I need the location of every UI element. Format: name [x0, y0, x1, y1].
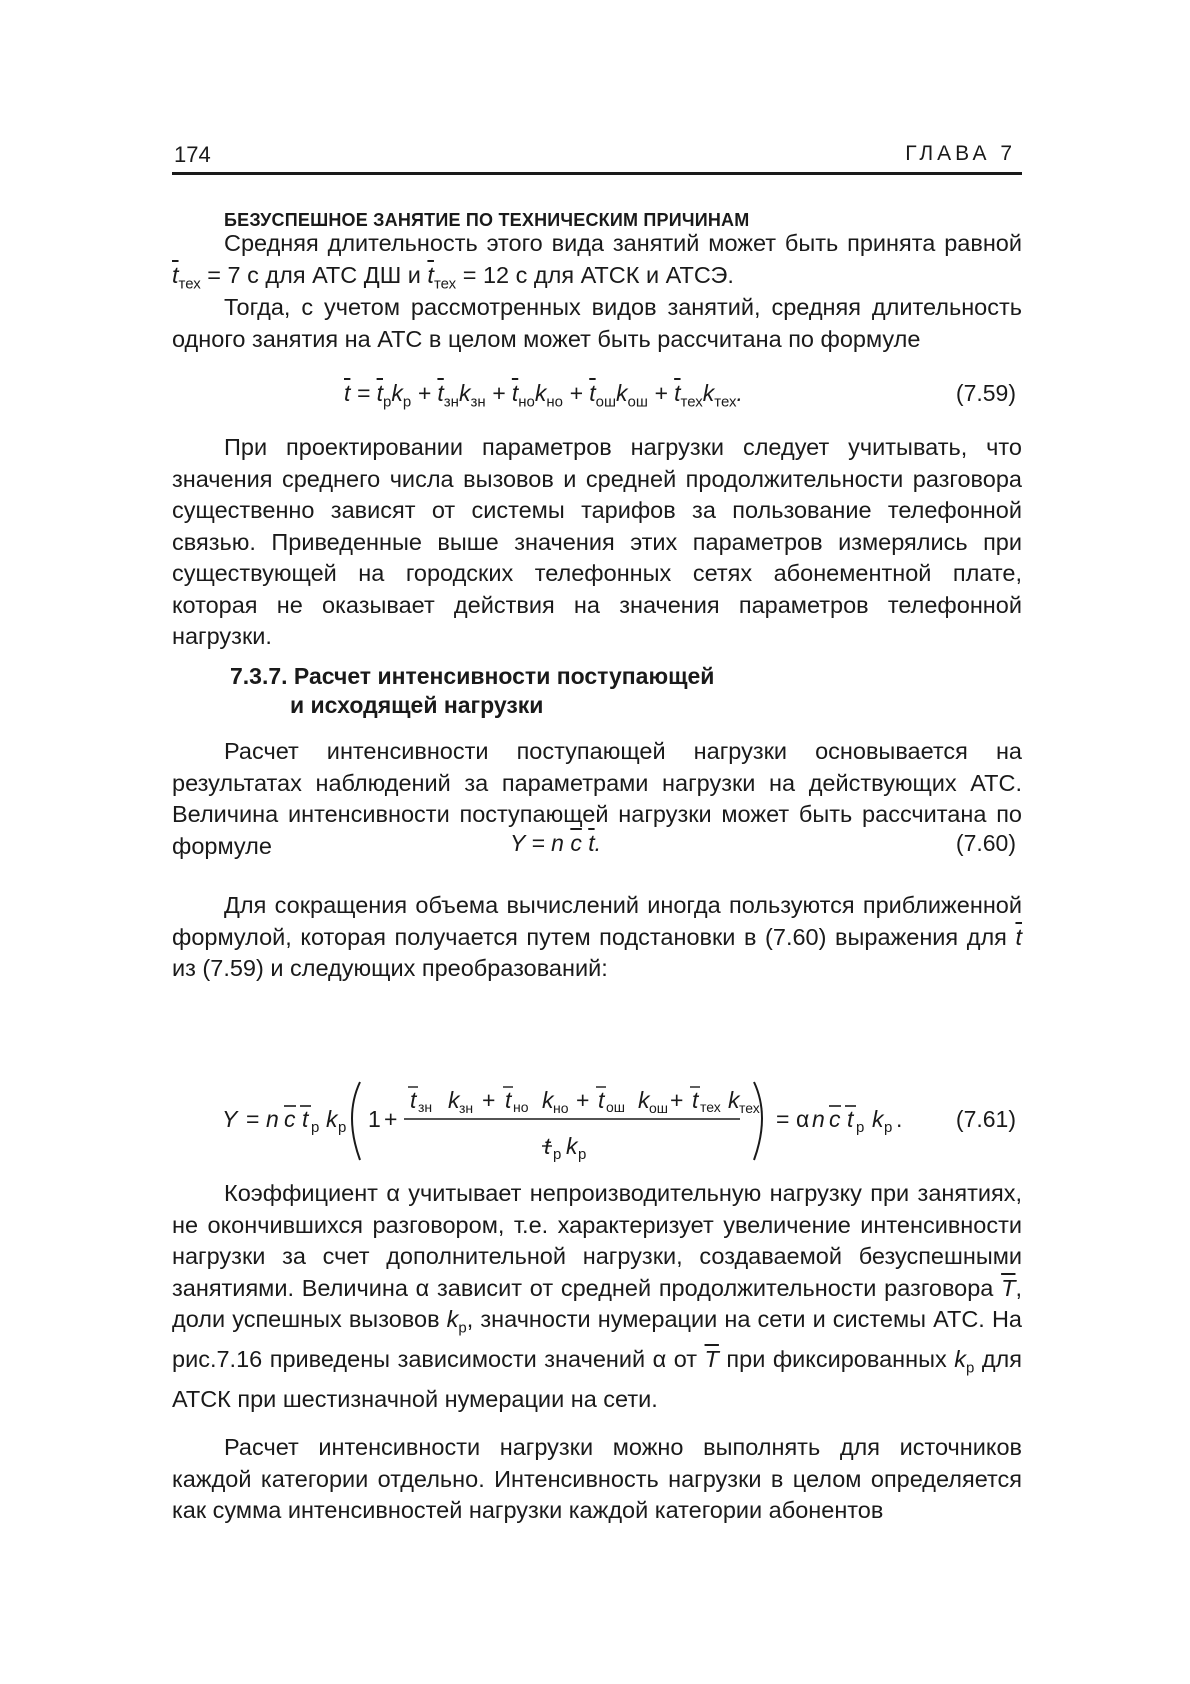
formula-7-61-graphic: [172, 1072, 1022, 1168]
svg-text:k: k: [638, 1087, 650, 1113]
svg-text:Y: Y: [222, 1106, 238, 1132]
svg-text:c: c: [829, 1106, 841, 1132]
svg-text:р: р: [553, 1146, 562, 1163]
svg-text:t: t: [692, 1087, 699, 1113]
svg-text:t: t: [598, 1087, 605, 1113]
svg-text:t: t: [847, 1106, 854, 1132]
section-heading-technical-failure: БЕЗУСПЕШНОЕ ЗАНЯТИЕ ПО ТЕХНИЧЕСКИМ ПРИЧИНАМ: [224, 210, 750, 230]
svg-text:t: t: [410, 1087, 417, 1113]
svg-text:k: k: [326, 1106, 338, 1132]
svg-text:но: но: [553, 1100, 569, 1116]
svg-text:ош: ош: [606, 1099, 626, 1115]
svg-text:зн: зн: [459, 1100, 474, 1116]
paragraph-alpha-coefficient: Коэффициент α учитывает непроизводительную нагрузку при занятиях, не окончившихся разговором, т.е. характеризует увеличение интенсивности нагрузки за счет дополнительной нагрузки, создаваемой безуспешными занятиями. Величина α зависит от средней продолжительности разговора $\overline{T}$, доли успешных вызовов $k_р$, значности нумерации на сети и системы АТС. На рис.7.16 приведены зависимости значений α от $\overline{T}$ при фиксированных $k_р$ для АТСК при шестизначной нумерации на сети.: [172, 1180, 1022, 1413]
svg-text:но: но: [513, 1099, 529, 1115]
svg-text:1: 1: [368, 1106, 381, 1132]
svg-text:k: k: [448, 1087, 460, 1113]
running-header: [172, 142, 1022, 175]
svg-text:р: р: [578, 1146, 587, 1163]
paragraph-design-parameters: При проектировании параметров нагрузки следует учитывать, что значения среднего числа вызовов и средней продолжительности разговора существенно зависят от системы тарифов за пользование телефонной связью. Приведенные выше значения этих параметров измерялись при существующей на городских телефонных сетях абонементной плате, которая не оказывает действия на значения параметров телефонной нагрузки.: [172, 434, 1022, 649]
svg-text:+: +: [576, 1087, 590, 1113]
formula-7-59: $\overline{t} = \overline{t}_рk_р + \overline{t}_{зн}k_{зн} + \overline{t}_{но}k_{но} + \overline{t}_{ош}k_{ош} + \overline{t}_{тех}k_{тех}$. (7.59): [344, 380, 1016, 411]
svg-text:k: k: [566, 1133, 578, 1159]
svg-text:+: +: [384, 1106, 398, 1132]
paragraph-approximation: Для сокращения объема вычислений иногда пользуются приближенной формулой, которая получается путем подстановки в (7.60) выражения для $\overline{t}$ из (7.59) и следующих преобразований:: [172, 892, 1022, 981]
svg-text:α: α: [796, 1106, 810, 1132]
svg-text:=: =: [246, 1106, 260, 1132]
formula-7-61: [172, 1072, 1022, 1168]
svg-text:+: +: [670, 1087, 684, 1113]
subsection-heading-line1: 7.3.7. Расчет интенсивности поступающей: [230, 663, 715, 689]
svg-text:+: +: [482, 1087, 496, 1113]
svg-text:тех: тех: [700, 1099, 721, 1115]
formula-7-60: Y = n $\overline{c}$ $\overline{t}$. (7.60): [510, 830, 1016, 856]
svg-text:t: t: [505, 1087, 512, 1113]
svg-text:c: c: [284, 1106, 296, 1132]
svg-text:р: р: [856, 1119, 865, 1136]
page-number: 174: [174, 142, 211, 167]
chapter-title: ГЛАВА 7: [905, 142, 1016, 165]
svg-text:=: =: [776, 1106, 790, 1132]
paragraph-load-calculation: Расчет интенсивности поступающей нагрузки основывается на результатах наблюдений за параметрами нагрузки на действующих АТС. Величина интенсивности поступающей нагрузки может быть рассчитана по формуле: [172, 738, 1022, 859]
paragraph-tech-duration: Средняя длительность этого вида занятий может быть принята равной $\overline{t}_{тех} = 7$ с для АТС ДШ и $\overline{t}_{тех} = 12$ с для АТСК и АТСЭ.: [172, 230, 1022, 293]
subsection-heading-line2: и исходящей нагрузки: [290, 692, 544, 718]
svg-text:тех: тех: [739, 1100, 760, 1116]
svg-text:k: k: [542, 1087, 554, 1113]
svg-text:ош: ош: [649, 1100, 669, 1116]
svg-text:t: t: [302, 1106, 309, 1132]
formula-number: (7.60): [955, 830, 1016, 856]
svg-text:р: р: [884, 1119, 893, 1136]
svg-text:зн: зн: [418, 1099, 433, 1115]
svg-text:.: .: [896, 1106, 903, 1132]
formula-number: (7.59): [955, 380, 1016, 406]
svg-text:k: k: [872, 1106, 884, 1132]
paragraph-source-categories: Расчет интенсивности нагрузки можно выполнять для источников каждой категории отдельно. Интенсивность нагрузки в целом определяется как сумма интенсивностей нагрузки каждой категории абонентов: [172, 1434, 1022, 1523]
svg-text:р: р: [338, 1119, 347, 1136]
svg-text:k: k: [728, 1087, 740, 1113]
svg-text:р: р: [311, 1119, 320, 1136]
formula-number: (7.61): [955, 1106, 1016, 1132]
paragraph-mean-duration: Тогда, с учетом рассмотренных видов занятий, средняя длительность одного занятия на АТС в целом может быть рассчитана по формуле: [172, 294, 1022, 352]
svg-text:n: n: [812, 1106, 825, 1132]
svg-text:n: n: [266, 1106, 279, 1132]
svg-text:t: t: [544, 1133, 551, 1159]
